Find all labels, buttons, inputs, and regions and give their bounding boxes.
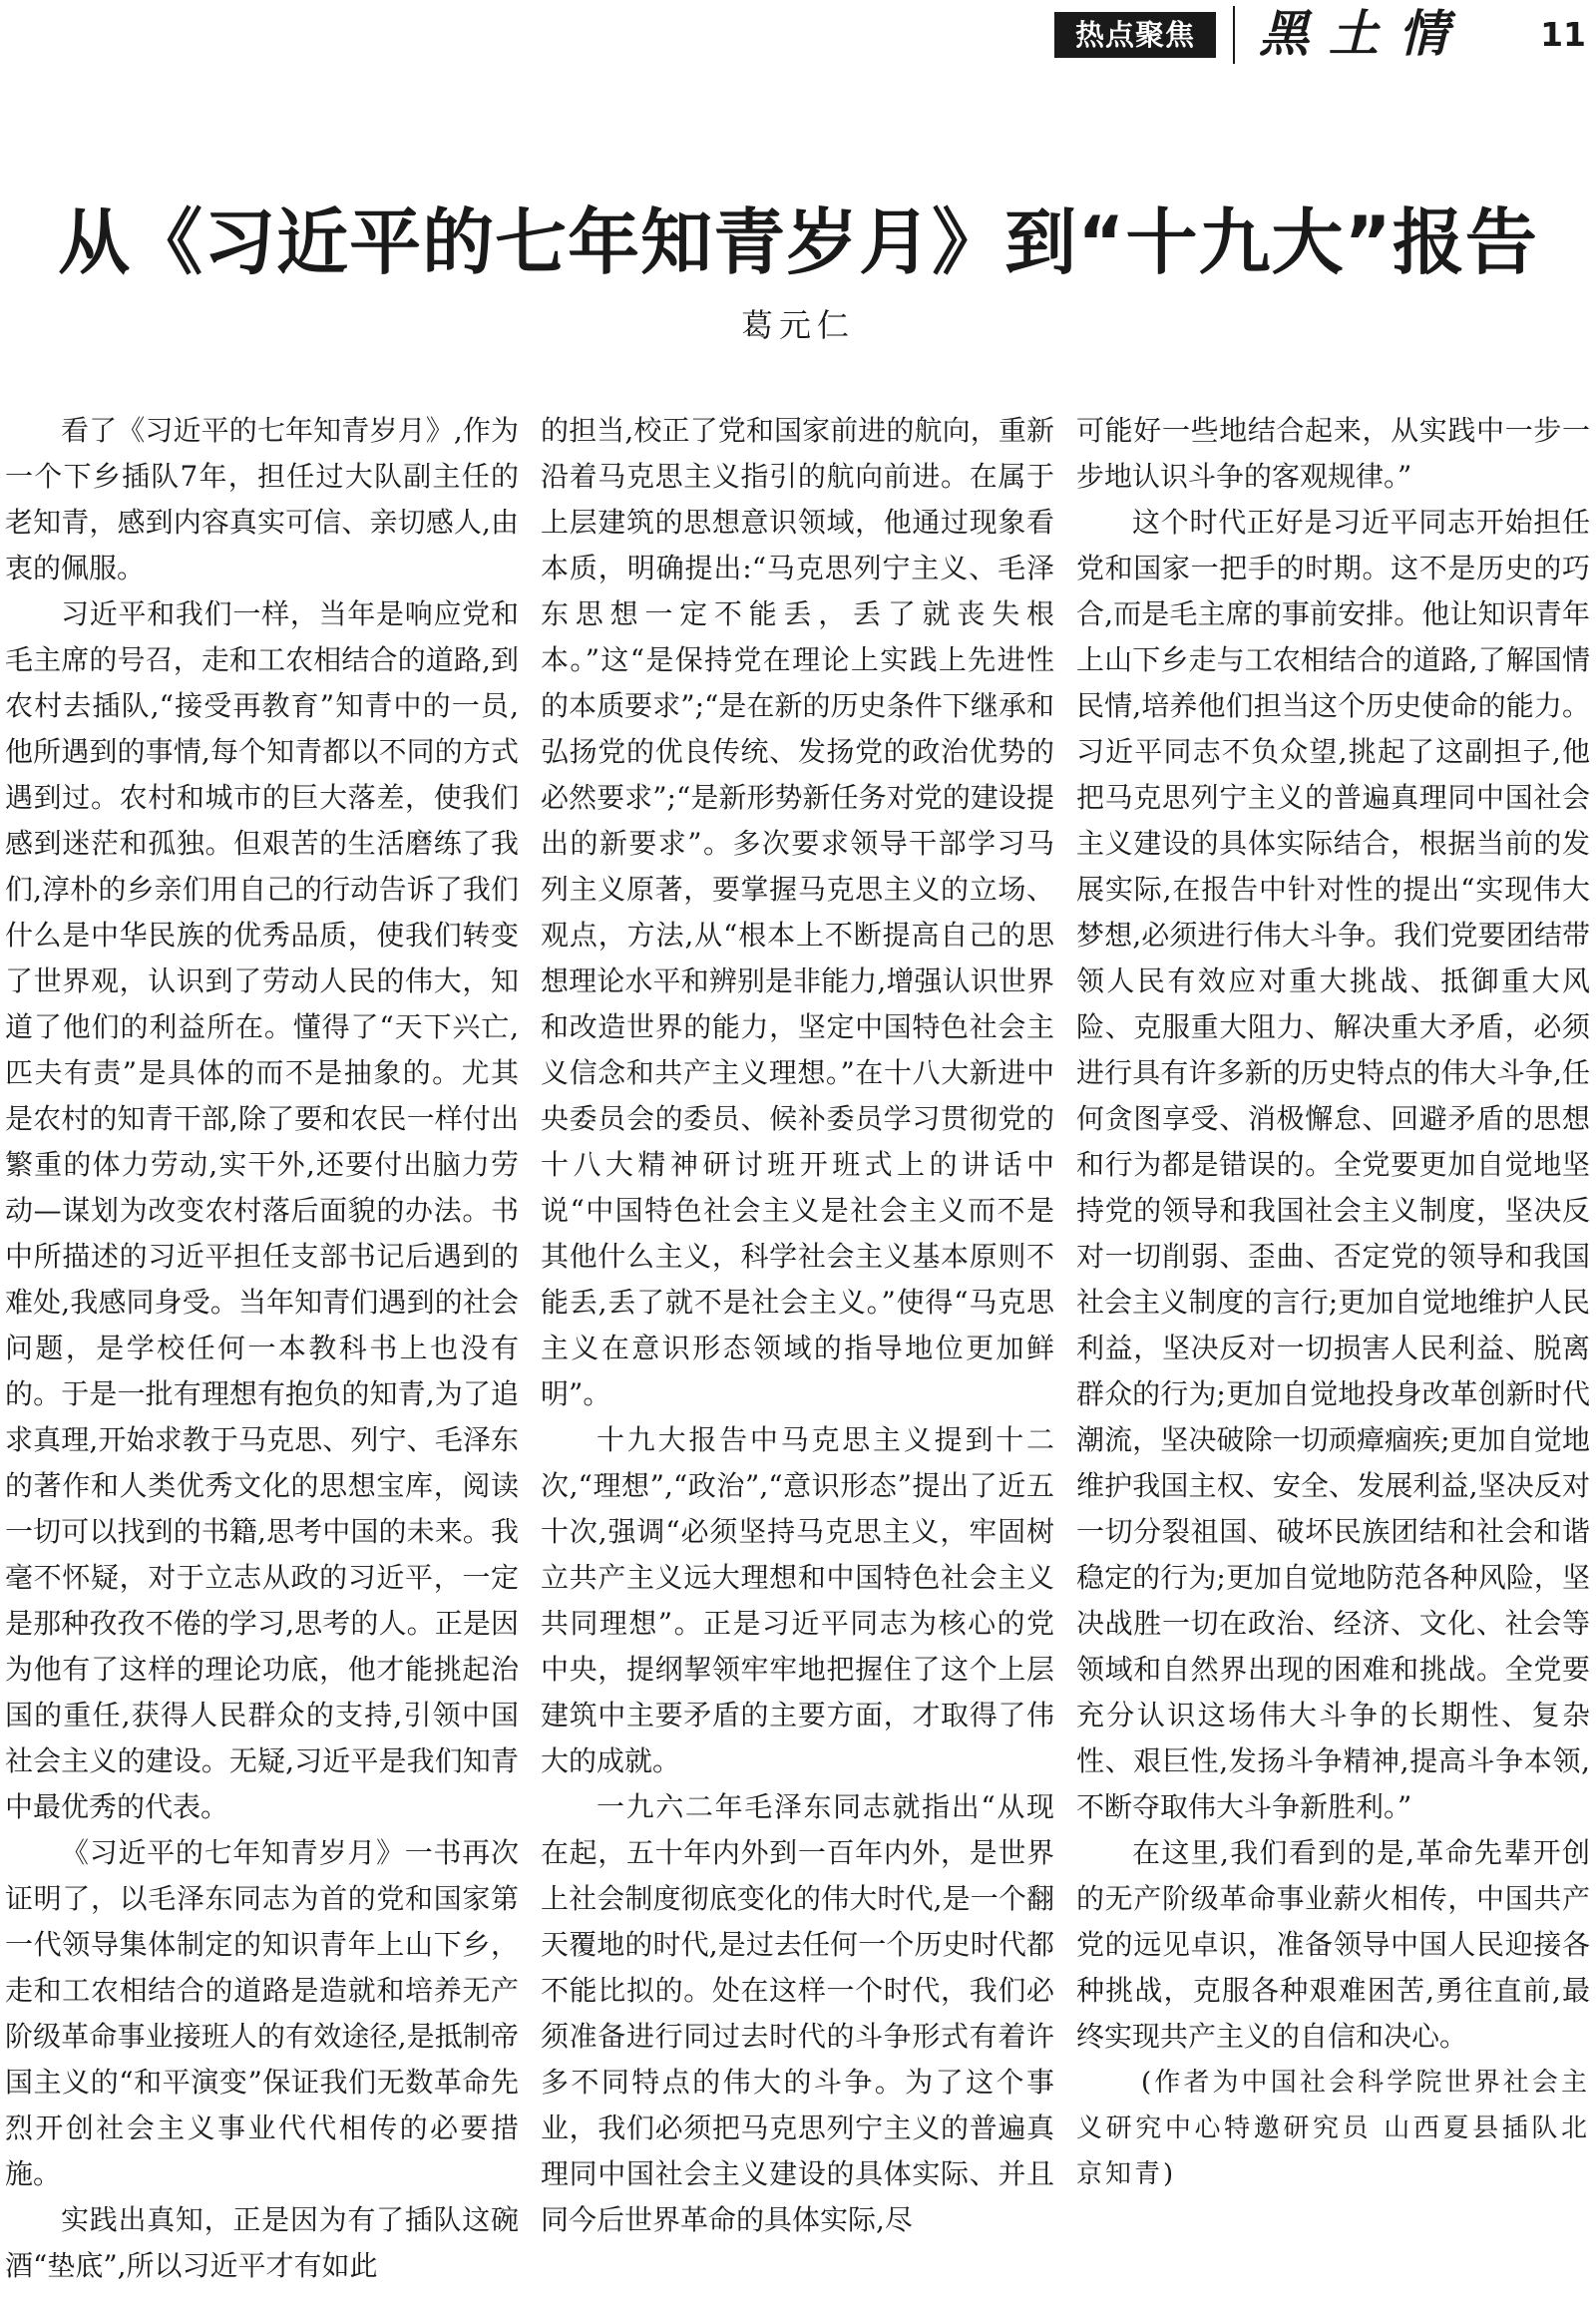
paragraph: 这个时代正好是习近平同志开始担任党和国家一把手的时期。这不是历史的巧合,而是毛主席的事前安排。他让知识青年上山下乡走与工农相结合的道路,了解国情民情,培养他们担当这个历史使命的能力。习近平同志不负众望,挑起了这副担子,他把马克思列宁主义的普遍真理同中国社会主义建设的具体实际结合，根据当前的发展实际,在报告中针对性的提出“实现伟大梦想,必须进行伟大斗争。我们党要团结带领人民有效应对重大挑战、抵御重大风险、克服重大阻力、解决重大矛盾，必须进行具有许多新的历史特点的伟大斗争,任何贪图享受、消极懈怠、回避矛盾的思想和行为都是错误的。全党要更加自觉地坚持党的领导和我国社会主义制度，坚决反对一切削弱、歪曲、否定党的领导和我国社会主义制度的言行;更加自觉地维护人民利益，坚决反对一切损害人民利益、脱离群众的行为;更加自觉地投身改革创新时代潮流，坚决破除一切顽瘴痼疾;更加自觉地维护我国主权、安全、发展利益,坚决反对一切分裂祖国、破坏民族团结和社会和谐稳定的行为;更加自觉地防范各种风险，坚决战胜一切在政治、经济、文化、社会等领域和自然界出现的困难和挑战。全党要充分认识这场伟大斗争的长期性、复杂性、艰巨性,发扬斗争精神,提高斗争本领,不断夺取伟大斗争新胜利。” [1076,506,1590,1823]
author-note: (作者为中国社会科学院世界社会主义研究中心特邀研究员 山西夏县插队北京知青) [1076,2068,1590,2189]
section-tag: 热点聚焦 [1054,12,1216,58]
article-title: 从《习近平的七年知青岁月》到“十九大”报告 [58,200,1538,284]
header-divider [1233,6,1235,64]
text-column-2 [541,408,1054,2306]
paragraph: 习近平和我们一样，当年是响应党和毛主席的号召，走和工农相结合的道路,到农村去插队,“接受再教育”知青中的一员,他所遇到的事情,每个知青都以不同的方式遇到过。农村和城市的巨大落差，使我们感到迷茫和孤独。但艰苦的生活磨练了我们,淳朴的乡亲们用自己的行动告诉了我们什么是中华民族的优秀品质，使我们转变了世界观，认识到了劳动人民的伟大，知道了他们的利益所在。懂得了“天下兴亡,匹夫有责”是具体的而不是抽象的。尤其是农村的知青干部,除了要和农民一样付出繁重的体力劳动,实干外,还要付出脑力劳动—谋划为改变农村落后面貌的办法。书中所描述的习近平担任支部书记后遇到的难处,我感同身受。当年知青们遇到的社会问题，是学校任何一本教科书上也没有的。于是一批有理想有抱负的知青,为了追求真理,开始求教于马克思、列宁、毛泽东的著作和人类优秀文化的思想宝库，阅读一切可以找到的书籍,思考中国的未来。我毫不怀疑，对于立志从政的习近平，一定是那种孜孜不倦的学习,思考的人。正是因为他有了这样的理论功底，他才能挑起治国的重任,获得人民群众的支持,引领中国社会主义的建设。无疑,习近平是我们知青中最优秀的代表。 [5,597,519,1823]
magazine-logo: 黑土情 [1259,4,1468,63]
paragraph: 一九六二年毛泽东同志就指出“从现在起，五十年内外到一百年内外，是世界上社会制度彻底变化的伟大时代,是一个翻天覆地的时代,是过去任何一个历史时代都不能比拟的。处在这样一个时代，我们必须准备进行同过去时代的斗争形式有着许多不同特点的伟大的斗争。为了这个事业，我们必须把马克思列宁主义的普遍真理同中国社会主义建设的具体实际、并且同今后世界革命的具体实际,尽 [541,1790,1054,2236]
paragraph: 可能好一些地结合起来，从实践中一步一步地认识斗争的客观规律。” [1076,414,1590,493]
paragraph: 的担当,校正了党和国家前进的航向，重新沿着马克思主义指引的航向前进。在属于上层建筑的思想意识领域，他通过现象看本质，明确提出:“马克思列宁主义、毛泽东思想一定不能丢，丢了就丧失根本。”这“是保持党在理论上实践上先进性的本质要求”;“是在新的历史条件下继承和弘扬党的优良传统、发扬党的政治优势的必然要求”;“是新形势新任务对党的建设提出的新要求”。多次要求领导干部学习马列主义原著，要掌握马克思主义的立场、观点，方法,从“根本上不断提高自己的思想理论水平和辨别是非能力,增强认识世界和改造世界的能力，坚定中国特色社会主义信念和共产主义理想。”在十八大新进中央委员会的委员、候补委员学习贯彻党的十八大精神研讨班开班式上的讲话中说“中国特色社会主义是社会主义而不是其他什么主义，科学社会主义基本原则不能丢,丢了就不是社会主义。”使得“马克思主义在意识形态领域的指导地位更加鲜明”。 [541,414,1054,1410]
article-author: 葛元仁 [740,306,855,344]
paragraph: 在这里,我们看到的是,革命先辈开创的无产阶级革命事业薪火相传，中国共产党的远见卓识，准备领导中国人民迎接各种挑战，克服各种艰难困苦,勇往直前,最终实现共产主义的自信和决心。 [1076,1836,1590,2053]
text-column-3 [1076,408,1590,2306]
text-column-1 [5,408,519,2306]
paragraph: 《习近平的七年知青岁月》一书再次证明了，以毛泽东同志为首的党和国家第一代领导集体制定的知识青年上山下乡，走和工农相结合的道路是造就和培养无产阶级革命事业接班人的有效途径,是抵制帝国主义的“和平演变”保证我们无数革命先烈开创社会主义事业代代相传的必要措施。 [5,1836,519,2190]
paragraph: 看了《习近平的七年知青岁月》,作为一个下乡插队7年，担任过大队副主任的老知青，感到内容真实可信、亲切感人,由衷的佩服。 [5,414,519,584]
page-header [0,0,1596,80]
paragraph: 十九大报告中马克思主义提到十二次,“理想”,“政治”,“意识形态”提出了近五十次,强调“必须坚持马克思主义，牢固树立共产主义远大理想和中国特色社会主义共同理想”。正是习近平同志为核心的党中央，提纲挈领牢牢地把握住了这个上层建筑中主要矛盾的主要方面，才取得了伟大的成就。 [541,1423,1054,1777]
paragraph: 实践出真知，正是因为有了插队这碗酒“垫底”,所以习近平才有如此 [5,2203,519,2282]
page-number: 11 [1540,15,1586,54]
